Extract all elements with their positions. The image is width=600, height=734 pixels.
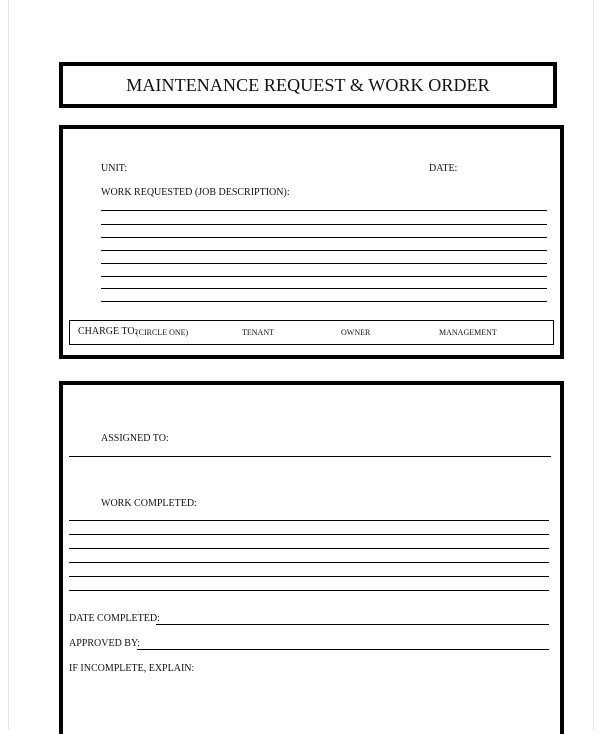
assigned-to-label: ASSIGNED TO: [101,433,169,444]
date-label: DATE: [429,163,458,174]
job-description-line-5[interactable] [101,263,547,264]
date-completed-line[interactable] [156,624,549,625]
charge-option-management[interactable]: MANAGEMENT [439,328,497,337]
work-completed-line-1[interactable] [69,520,549,521]
work-completed-line-4[interactable] [69,562,549,563]
charge-to-label: CHARGE TO: [78,326,138,337]
request-section [59,125,564,359]
work-completed-line-3[interactable] [69,548,549,549]
form-title-box [59,62,557,108]
work-completed-label: WORK COMPLETED: [101,498,197,509]
job-description-line-7[interactable] [101,288,547,289]
unit-label: UNIT: [101,163,128,174]
charge-option-tenant[interactable]: TENANT [242,328,274,337]
assigned-to-line[interactable] [69,456,551,457]
charge-to-hint: (CIRCLE ONE) [136,328,189,337]
work-requested-label: WORK REQUESTED (JOB DESCRIPTION): [101,187,290,198]
work-completed-line-5[interactable] [69,576,549,577]
job-description-line-1[interactable] [101,210,547,211]
work-order-section [59,381,564,734]
job-description-line-4[interactable] [101,250,547,251]
approved-by-label: APPROVED BY: [69,638,141,649]
form-title: MAINTENANCE REQUEST & WORK ORDER [126,74,490,95]
job-description-line-2[interactable] [101,224,547,225]
job-description-line-3[interactable] [101,237,547,238]
approved-by-line[interactable] [137,649,549,650]
if-incomplete-label: IF INCOMPLETE, EXPLAIN: [69,663,195,674]
job-description-line-8[interactable] [101,301,547,302]
work-completed-line-6[interactable] [69,590,549,591]
charge-to-row [69,320,554,345]
date-completed-label: DATE COMPLETED: [69,613,160,624]
job-description-line-6[interactable] [101,276,547,277]
work-completed-line-2[interactable] [69,534,549,535]
charge-option-owner[interactable]: OWNER [341,328,371,337]
document-page [8,0,594,730]
